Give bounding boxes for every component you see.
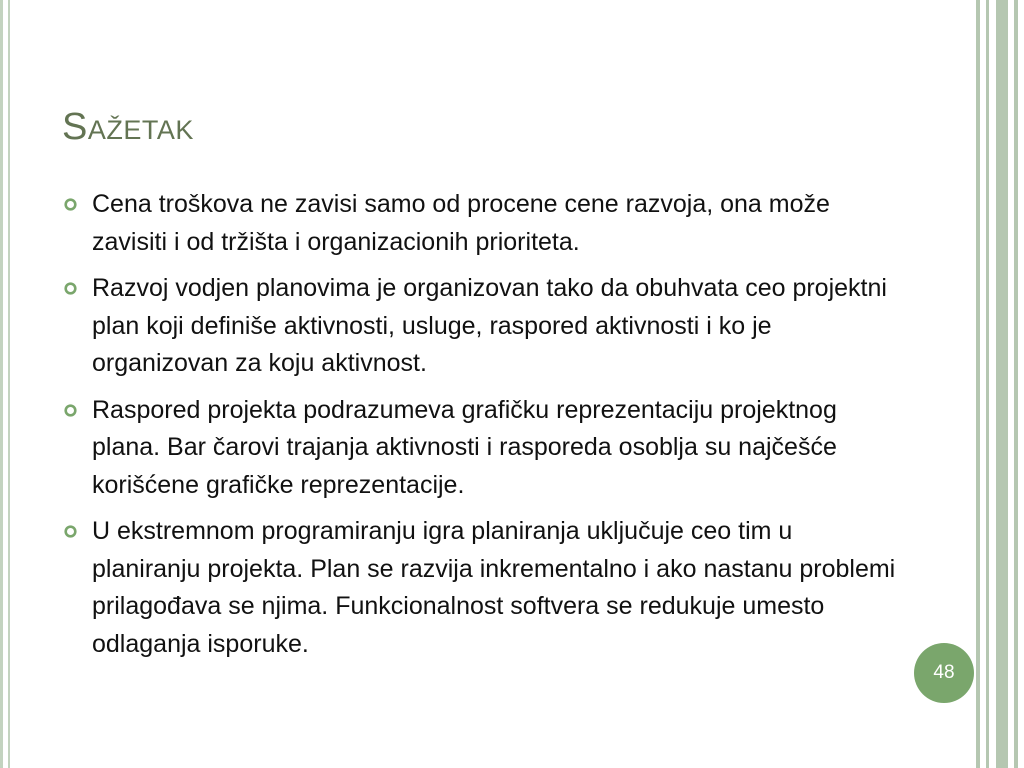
bullet-item [60, 392, 900, 505]
bullet-item [60, 513, 900, 663]
page-number-badge [914, 643, 974, 703]
circle-bullet-icon [64, 404, 77, 417]
bullet-item [60, 186, 900, 261]
bullet-text: U ekstremnom programiranju igra planiranja uključuje ceo tim u planiranju projekta. Plan se razvija inkrementalno i ako nastanu problemi prilagođava se njima. Funkcionalnost softvera se redukuje umesto odlaganja isporuke. [92, 517, 896, 658]
bullet-text: Raspored projekta podrazumeva grafičku reprezentaciju projektnog plana. Bar čarovi trajanja aktivnosti i rasporeda osoblja su najčešće korišćene grafičke reprezentacije. [92, 395, 837, 499]
page-number: 48 [933, 662, 955, 683]
slide-title: Sažetak [62, 106, 194, 148]
left-border-line [8, 0, 10, 768]
bullet-text: Razvoj vodjen planovima je organizovan tako da obuhvata ceo projektni plan koji definiše aktivnosti, usluge, raspored aktivnosti i ko je organizovan za koju aktivnost. [92, 274, 887, 377]
bullet-text: Cena troškova ne zavisi samo od procene cene razvoja, ona može zavisiti i od tržišta i organizacionih prioriteta. [92, 190, 830, 256]
border-stripe [1014, 0, 1018, 768]
circle-bullet-icon [64, 282, 77, 295]
left-border-line [0, 0, 3, 768]
bullet-item [60, 270, 900, 383]
border-stripe [996, 0, 1008, 768]
border-stripe [976, 0, 980, 768]
border-stripe [986, 0, 989, 768]
circle-bullet-icon [64, 525, 77, 538]
right-border-stripes [974, 0, 1024, 768]
bullet-list [60, 186, 900, 672]
circle-bullet-icon [64, 198, 77, 211]
